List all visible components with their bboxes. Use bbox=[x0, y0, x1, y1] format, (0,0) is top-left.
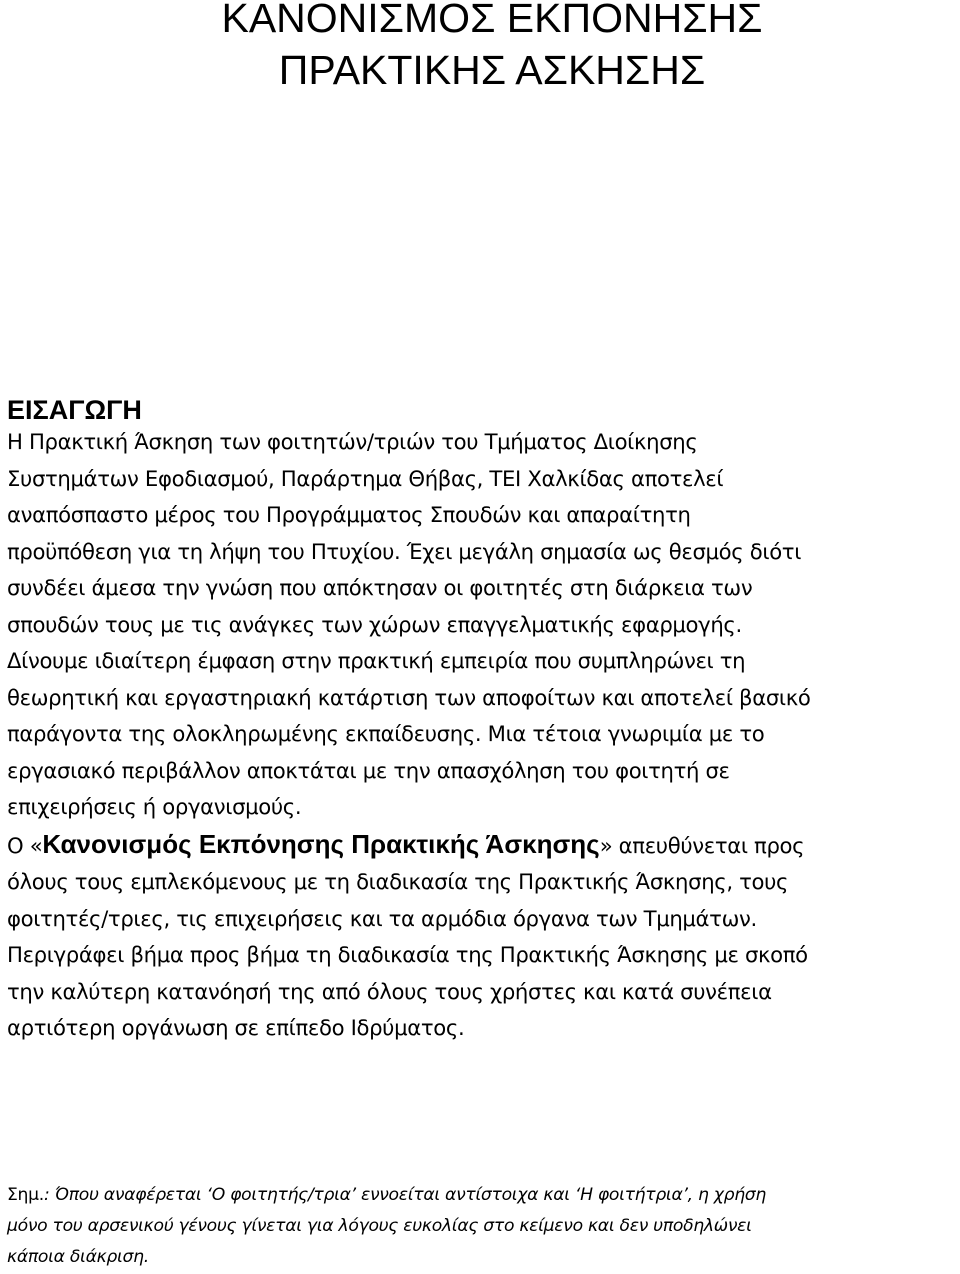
footnote-line bbox=[7, 1180, 959, 1211]
regulation-prefix: Ο « bbox=[7, 832, 43, 858]
body-line: Περιγράφει βήμα προς βήμα τη διαδικασία της Πρακτικής Άσκησης με σκοπό bbox=[7, 942, 808, 967]
footnote-text: : Όπου αναφέρεται ‘Ο φοιτητής/τρια’ εννοείται αντίστοιχα και ‘Η φοιτήτρια’, η χρήση bbox=[43, 1185, 766, 1205]
title-line-1: ΚΑΝΟΝΙΣΜΟΣ ΕΚΠΟΝΗΣΗΣ bbox=[221, 0, 763, 41]
body-line: παράγοντα της ολοκληρωμένης εκπαίδευσης. Μια τέτοια γνωριμία με το bbox=[7, 721, 765, 746]
body-line: προϋπόθεση για τη λήψη του Πτυχίου. Έχει μεγάλη σημασία ως θεσμός διότι bbox=[7, 538, 802, 564]
body-line: όλους τους εμπλεκόμενους με τη διαδικασία της Πρακτικής Άσκησης, τους bbox=[7, 869, 789, 894]
document-title bbox=[0, 0, 960, 96]
body-line: εργασιακό περιβάλλον αποκτάται με την απασχόληση του φοιτητή σε bbox=[7, 757, 730, 783]
body-line: αναπόσπαστο μέρος του Προγράμματος Σπουδών και απαραίτητη bbox=[7, 502, 691, 527]
footnote-label: Σημ. bbox=[7, 1185, 44, 1205]
body-line: Συστημάτων Εφοδιασμού, Παράρτημα Θήβας, ΤΕΙ Χαλκίδας αποτελεί bbox=[7, 465, 724, 491]
footnote bbox=[7, 1180, 959, 1273]
footnote-text: μόνο του αρσενικού γένους γίνεται για λόγους ευκολίας στο κείμενο και δεν υποδηλώνει bbox=[7, 1216, 752, 1236]
body-line: Η Πρακτική Άσκηση των φοιτητών/τριών του Τμήματος Διοίκησης bbox=[7, 429, 698, 454]
body-line: συνδέει άμεσα την γνώση που απόκτησαν οι φοιτητές στη διάρκεια των bbox=[7, 575, 753, 600]
body-line: την καλύτερη κατανόησή της από όλους τους χρήστες και κατά συνέπεια bbox=[7, 978, 772, 1004]
footnote-text: κάποια διάκριση. bbox=[7, 1247, 149, 1267]
footnote-line bbox=[7, 1242, 959, 1273]
regulation-suffix: » απευθύνεται προς bbox=[599, 832, 805, 858]
regulation-title-emphasis: Κανονισμός Εκπόνησης Πρακτικής Άσκησης bbox=[42, 828, 600, 859]
regulation-lead-line bbox=[7, 826, 959, 865]
introduction-body bbox=[7, 424, 959, 1047]
body-line: Δίνουμε ιδιαίτερη έμφαση στην πρακτική εμπειρία που συμπληρώνει τη bbox=[7, 648, 746, 673]
body-line: επιχειρήσεις ή οργανισμούς. bbox=[7, 794, 302, 819]
footnote-line bbox=[7, 1211, 959, 1242]
body-line: σπουδών τους με τις ανάγκες των χώρων επαγγελματικής εφαρμογής. bbox=[7, 611, 742, 637]
title-line-2: ΠΡΑΚΤΙΚΗΣ ΑΣΚΗΣΗΣ bbox=[278, 47, 706, 93]
body-line: θεωρητική και εργαστηριακή κατάρτιση των αποφοίτων και αποτελεί βασικό bbox=[7, 684, 811, 710]
body-line: αρτιότερη οργάνωση σε επίπεδο Ιδρύματος. bbox=[7, 1015, 465, 1040]
body-line: φοιτητές/τριες, τις επιχειρήσεις και τα αρμόδια όργανα των Τμημάτων. bbox=[7, 905, 757, 931]
section-heading-introduction: ΕΙΣΑΓΩΓΗ bbox=[7, 395, 142, 425]
